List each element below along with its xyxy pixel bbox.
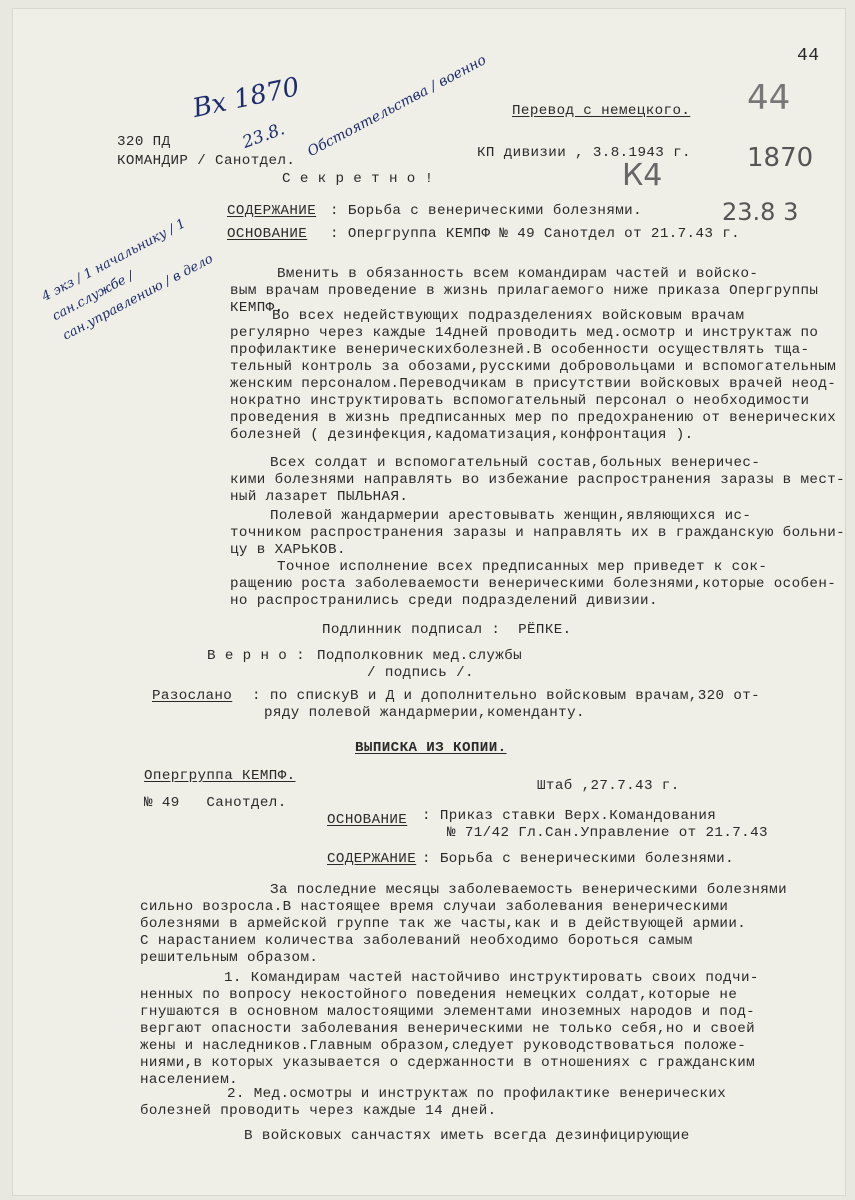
body-line: регулярно через каждые 14дней проводить мед.осмотр и инструктаж по xyxy=(230,325,819,341)
extract-line: ненных по вопросу некостойного поведения немецких солдат,которые не xyxy=(140,987,738,1003)
distribution-text-2: ряду полевой жандармерии,коменданту. xyxy=(264,705,585,721)
pencil-number-right: 1870 xyxy=(747,143,814,173)
incoming-number-handwritten: Вх 1870 xyxy=(190,72,303,124)
extract-basis-text-2: № 71/42 Гл.Сан.Управление от 21.7.43 xyxy=(447,825,768,841)
basis-text: : Опергруппа КЕМПФ № 49 Санотдел от 21.7.43 г. xyxy=(330,226,741,242)
pencil-44: 44 xyxy=(747,78,791,118)
body-line: профилактике венерическихболезней.В особенности осуществлять тща- xyxy=(230,342,810,358)
body-line: ращению роста заболеваемости венерическими болезнями,которые особен- xyxy=(230,576,837,592)
body-line: нократно инструктировать вспомогательный персонал о необходимости xyxy=(230,393,810,409)
extract-org: Опергруппа КЕМПФ. xyxy=(144,768,296,784)
verno-label: В е р н о : xyxy=(207,648,306,664)
body-line: вым врачам проведение в жизнь прилагаемого ниже приказа Опергруппы xyxy=(230,283,819,299)
body-line: Всех солдат и вспомогательный состав,больных венеричес- xyxy=(270,455,761,471)
extract-line: болезней проводить через каждые 14 дней. xyxy=(140,1103,497,1119)
pencil-date-right: 23.8 3 xyxy=(722,198,799,226)
body-line: КЕМПФ. xyxy=(230,300,284,316)
commander-line: КОМАНДИР / Санотдел. xyxy=(117,153,296,169)
body-line: тельный контроль за обозами,русскими добровольцами и вспомогательным xyxy=(230,359,837,375)
extract-line: болезнями в армейской группе так же часты,как и в действующей армии. xyxy=(140,916,747,932)
body-line: но распространились среди подразделений дивизии. xyxy=(230,593,658,609)
body-line: Вменить в обязанность всем командирам частей и войско- xyxy=(277,266,759,282)
page-number: 44 xyxy=(797,46,820,66)
extract-line: ниями,в которых указывается о сдержанности в отношениях с гражданским xyxy=(140,1055,756,1071)
extract-number: № 49 Санотдел. xyxy=(144,795,287,811)
verno-text: Подполковник мед.службы xyxy=(317,648,523,664)
extract-content-label: СОДЕРЖАНИЕ xyxy=(327,851,417,867)
extract-content-text: : Борьба с венерическими болезнями. xyxy=(422,851,734,867)
translation-heading: Перевод с немецкого. xyxy=(512,103,691,119)
body-line: точником распространения заразы и направлять их в гражданскую больни- xyxy=(230,525,846,541)
body-line: Полевой жандармерии арестовывать женщин,являющихся ис- xyxy=(270,508,752,524)
pencil-k4: К4 xyxy=(622,158,663,193)
extract-basis-text: : Приказ ставки Верх.Командования xyxy=(422,808,717,824)
document-page xyxy=(12,8,846,1196)
body-line: кими болезнями направлять во избежание распространения заразы в мест- xyxy=(230,472,846,488)
handwritten-note-top: Обстоятельства / военно xyxy=(304,52,489,160)
extract-line: За последние месяцы заболеваемость венерическими болезнями xyxy=(270,882,788,898)
body-line: женским персоналом.Переводчикам в присутствии войсковых врачей неод- xyxy=(230,376,837,392)
extract-line: сильно возросла.В настоящее время случаи заболевания венерическими xyxy=(140,899,729,915)
handwritten-margin-note: 4 экз / 1 начальнику / 1 сан.службе / сан.управлению / в дело xyxy=(39,216,216,344)
body-line: Во всех недействующих подразделениях войсковым врачам xyxy=(272,308,745,324)
unit-number: 320 ПД xyxy=(117,134,171,150)
subject-label: СОДЕРЖАНИЕ xyxy=(227,203,317,219)
subject-text: : Борьба с венерическими болезнями. xyxy=(330,203,642,219)
extract-line: вергают опасности заболевания венерическими не только себя,но и своей xyxy=(140,1021,756,1037)
secret-mark: С е к р е т н о ! xyxy=(282,171,434,187)
body-line: болезней ( дезинфекция,кадоматизация,конфронтация ). xyxy=(230,427,694,443)
extract-title: ВЫПИСКА ИЗ КОПИИ. xyxy=(355,740,507,756)
extract-line: С нарастанием количества заболеваний необходимо бороться самым xyxy=(140,933,693,949)
extract-staff: Штаб ,27.7.43 г. xyxy=(537,778,680,794)
basis-label: ОСНОВАНИЕ xyxy=(227,226,308,242)
body-line: цу в ХАРЬКОВ. xyxy=(230,542,346,558)
signed-mark: / подпись /. xyxy=(367,665,474,681)
original-signed: Подлинник подписал : РЁПКЕ. xyxy=(322,622,572,638)
extract-line: 1. Командирам частей настойчиво инструктировать своих подчи- xyxy=(224,970,759,986)
extract-line: жены и наследников.Главным образом,следует руководствоваться положе- xyxy=(140,1038,747,1054)
body-line: проведения в жизнь предписанных мер по предохранению от венерических xyxy=(230,410,837,426)
extract-line: населением. xyxy=(140,1072,239,1088)
body-line: Точное исполнение всех предписанных мер приведет к сок- xyxy=(277,559,768,575)
extract-line: решительным образом. xyxy=(140,950,319,966)
extract-basis-label: ОСНОВАНИЕ xyxy=(327,812,408,828)
kp-date: КП дивизии , 3.8.1943 г. xyxy=(477,145,691,161)
handwritten-date-left: 23.8. xyxy=(239,119,288,153)
extract-line: 2. Мед.осмотры и инструктаж по профилактике венерических xyxy=(227,1086,727,1102)
distribution-label: Разослано xyxy=(152,688,233,704)
extract-line: гнушаются в основном малостоящими элементами иноземных народов и под- xyxy=(140,1004,756,1020)
extract-line: В войсковых санчастях иметь всегда дезинфицирующие xyxy=(244,1128,690,1144)
body-line: ный лазарет ПЫЛЬНАЯ. xyxy=(230,489,409,505)
distribution-text: : по спискуВ и Д и дополнительно войсковым врачам,320 от- xyxy=(252,688,761,704)
